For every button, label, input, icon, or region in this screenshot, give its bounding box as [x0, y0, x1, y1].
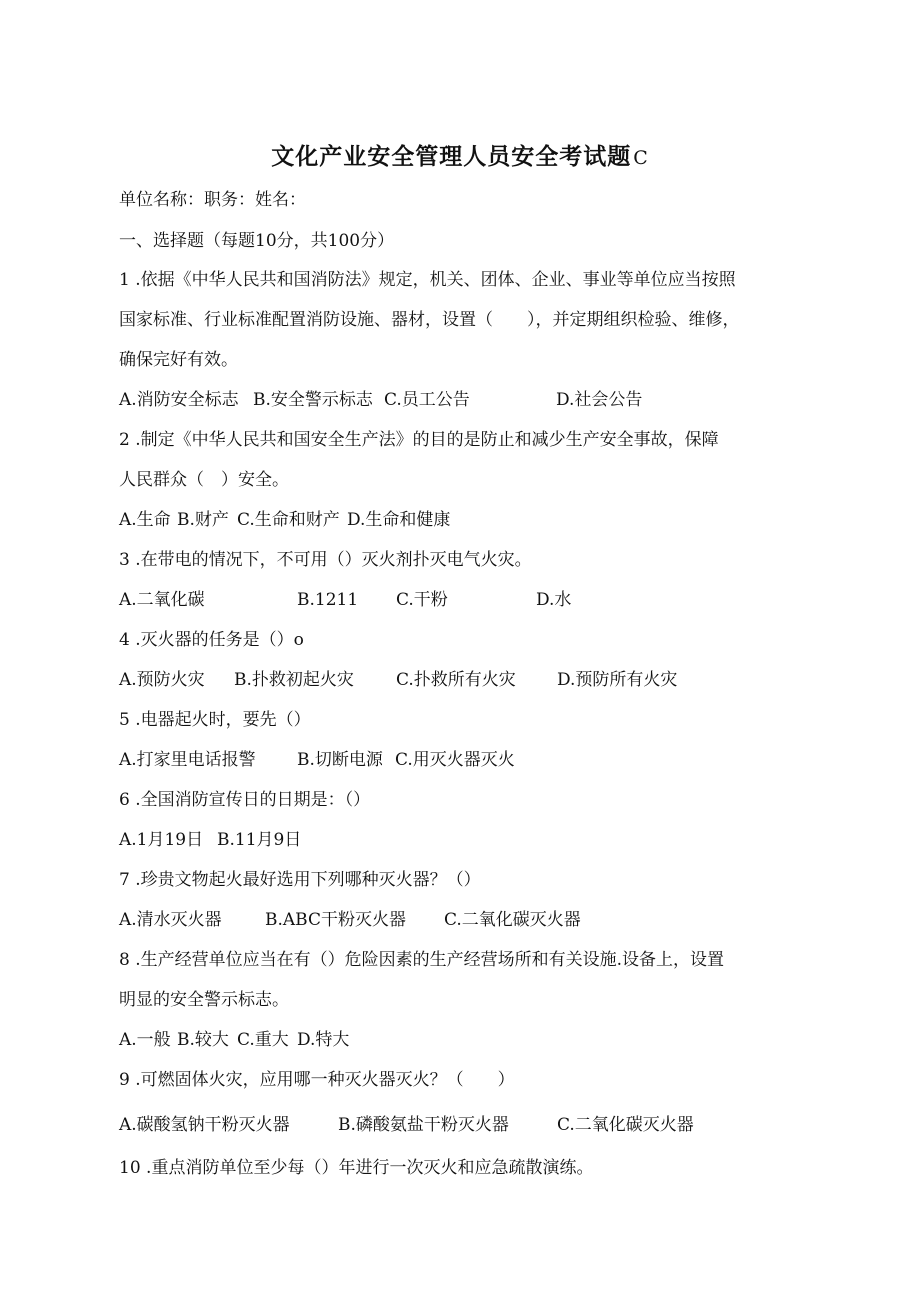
- question-2-option-a: A.生命: [119, 510, 171, 530]
- info-line: 单位名称：职务：姓名：: [119, 190, 306, 210]
- question-8-line-2: 明显的安全警示标志。: [119, 990, 289, 1010]
- question-4-option-c: C.扑救所有火灾: [396, 670, 516, 690]
- question-9-option-a: A.碳酸氢钠干粉灭火器: [119, 1115, 290, 1135]
- question-6-line-1: 6 .全国消防宣传日的日期是：（）: [119, 790, 371, 810]
- question-8-option-b: B.较大: [177, 1030, 229, 1050]
- question-2-option-b: B.财产: [177, 510, 229, 530]
- question-1-option-b: B.安全警示标志: [253, 390, 373, 410]
- question-3-option-b: B.1211: [297, 590, 359, 610]
- question-3-line-1: 3 .在带电的情况下，不可用（）灭火剂扑灭电气火灾。: [119, 550, 532, 570]
- question-1-line-2: 国家标准、行业标准配置消防设施、器材，设置（ ），并定期组织检验、维修，: [119, 310, 740, 330]
- title-suffix: C: [633, 147, 649, 169]
- question-3-option-d: D.水: [536, 590, 572, 610]
- question-9-option-b: B.磷酸氨盐干粉灭火器: [338, 1115, 509, 1135]
- question-5-line-1: 5 .电器起火时，要先（）: [119, 710, 311, 730]
- question-9-option-c: C.二氧化碳灭火器: [557, 1115, 694, 1135]
- question-8-option-d: D.特大: [297, 1030, 350, 1050]
- question-5-option-b: B.切断电源: [297, 750, 383, 770]
- question-6-option-b: B.11月9日: [217, 830, 302, 850]
- question-2-option-c: C.生命和财产: [237, 510, 340, 530]
- question-1-line-3: 确保完好有效。: [119, 350, 238, 370]
- question-2-line-1: 2 .制定《中华人民共和国安全生产法》的目的是防止和减少生产安全事故，保障: [119, 430, 719, 450]
- title-text: 文化产业安全管理人员安全考试题: [271, 143, 632, 170]
- question-3-option-c: C.干粉: [396, 590, 448, 610]
- question-1-option-d: D.社会公告: [556, 390, 643, 410]
- question-4-option-a: A.预防火灾: [119, 670, 205, 690]
- question-6-option-a: A.1月19日: [119, 830, 204, 850]
- question-4-option-d: D.预防所有火灾: [557, 670, 678, 690]
- question-7-option-b: B.ABC干粉灭火器: [265, 910, 406, 930]
- question-8-option-c: C.重大: [237, 1030, 289, 1050]
- question-5-option-a: A.打家里电话报警: [119, 750, 256, 770]
- question-1-line-1: 1 .依据《中华人民共和国消防法》规定，机关、团体、企业、事业等单位应当按照: [119, 270, 736, 290]
- question-2-line-2: 人民群众（ ）安全。: [119, 470, 289, 490]
- question-3-option-a: A.二氧化碳: [119, 590, 205, 610]
- question-1-option-c: C.员工公告: [384, 390, 470, 410]
- question-1-option-a: A.消防安全标志: [119, 390, 239, 410]
- question-9-line-1: 9 .可燃固体火灾，应用哪一种灭火器灭火？（ ）: [119, 1070, 515, 1090]
- question-7-option-c: C.二氧化碳灭火器: [444, 910, 581, 930]
- question-2-option-d: D.生命和健康: [347, 510, 451, 530]
- question-7-line-1: 7 .珍贵文物起火最好选用下列哪种灭火器？（）: [119, 870, 481, 890]
- question-8-option-a: A.一般: [119, 1030, 171, 1050]
- question-8-line-1: 8 .生产经营单位应当在有（）危险因素的生产经营场所和有关设施.设备上，设置: [119, 950, 725, 970]
- question-10-line-1: 10 .重点消防单位至少每（）年进行一次灭火和应急疏散演练。: [119, 1158, 594, 1178]
- section-heading: 一、选择题（每题10分，共100分）: [119, 231, 395, 251]
- page-title: [0, 138, 920, 171]
- question-4-option-b: B.扑救初起火灾: [234, 670, 354, 690]
- question-4-line-1: 4 .灭火器的任务是（）o: [119, 630, 304, 650]
- question-5-option-c: C.用灭火器灭火: [395, 750, 515, 770]
- question-7-option-a: A.清水灭火器: [119, 910, 222, 930]
